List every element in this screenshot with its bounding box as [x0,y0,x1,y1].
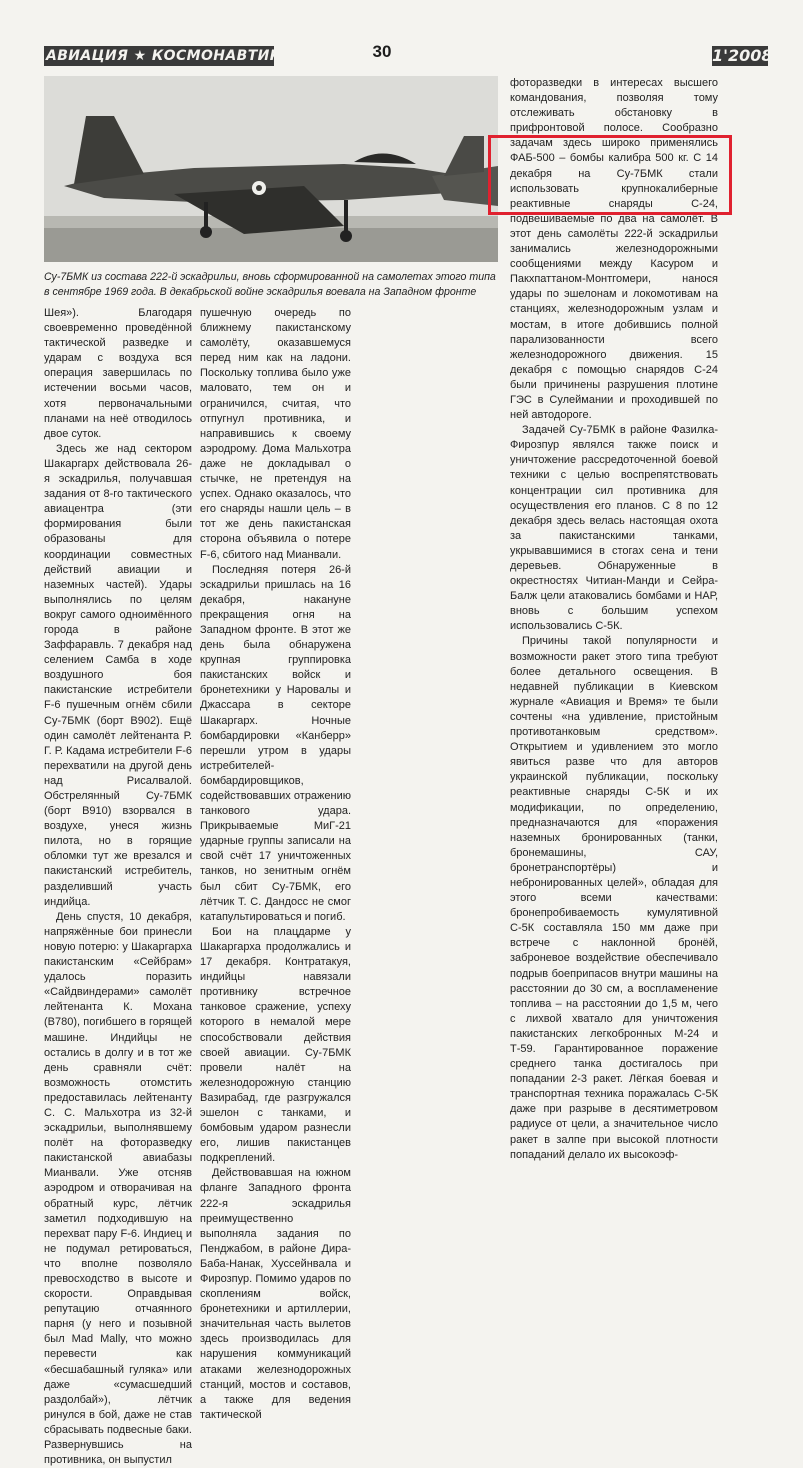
photo-caption: Су-7БМК из состава 222-й эскадрильи, вновь сформированной на самолетах этого типа в сентябре 1969 года. В декабрьской войне эскадрилья воевала на Западном фронте [44,271,496,298]
paragraph: Задачей Су-7БМК в районе Фазилка-Фирозпур являлся также поиск и уничтожение рассредоточенной боевой техники с целью воспрепятствовать концентрации сил противника для осуществления его планов. С 8 по 12 декабря здесь велась настоящая охота за пакистанскими танками, укрывавшимися в стогах сена и тени деревьев. Обнаруженные в окрестностях Читиан-Манди и Сейра-Балж цели атаковались бомбами и НАР, вновь с большим успехом использовались С-5К. [510,424,718,633]
page-header [0,0,803,76]
paragraph: Бои на плацдарме у Шакаргарха продолжались и 17 декабря. Контратакуя, индийцы навязали противнику встречное танковое сражение, успеху которого в немалой мере способствовали действия своей авиации. Су-7БМК провели налёт на железнодорожную станцию Вазирабад, где разгружался эшелон с танками, и бомбовым ударом разнесли его, лишив пакистанцев подкреплений. [200,925,351,1165]
magazine-logo: АВИАЦИЯ ★ КОСМОНАВТИКА [46,48,293,64]
paragraph: пушечную очередь по ближнему пакистанскому самолёту, оказавшемуся перед ним как на ладони. Поскольку топлива было уже маловато, тем он и ограничился, считая, что отпугнул противника, и направившись к своему аэродрому. Дома Мальхотра даже не докладывал о стычке, не претендуя на успех. Однако оказалось, что его снаряды нашли цель – в тот же день пакистанская сторона объявила о потере F-6, сбитого над Мианвали. [200,307,351,561]
paragraph: День спустя, 10 декабря, напряжённые бои принесли новую потерю: у Шакаргарха пакистанским «Сейбрам» удалось поразить «Сайдвиндерами» самолёт лейтенанта К. Мохана (В780), погибшего в горящей машине. Индийцы не остались в долгу и в тот же день сравняли счёт: возможность отомстить предоставилась лейтенанту С. С. Мальхотра из 32-й эскадрильи, выполнявшему полёт на фоторазведку пакистанской авиабазы Мианвали. Уже отсняв аэродром и отворачивая на обратный курс, лётчик заметил подходившую на перехват пару F-6. Индиец и не подумал ретироваться, что вполне позволяло превосходство в высоте и скорости. Оправдывая репутацию отчаянного парня (у него и позывной был Mad Mally, что можно перевести как «бесшабашный гуляка» или даже «сумасшедший раздолбай»), лётчик ринулся в бой, даже не став сбрасывать подвесные баки. Развернувшись на противника, он выпустил [44,910,192,1467]
paragraph: Действовавшая на южном фланге Западного фронта 222-я эскадрилья преимущественно выполняла задания по Пенджабом, в районе Дира-Баба-Нанак, Хуссейнвала и Фирозпур. Помимо ударов по скоплениям войск, бронетехники и артиллерии, значительная часть вылетов здесь производилась для нарушения коммуникаций атаками железнодорожных станций, мостов и составов, а также для ведения тактической [200,1167,351,1421]
text-column-1 [44,306,192,1468]
issue-label: 1'2008 [712,46,773,65]
paragraph: Последняя потеря 26-й эскадрильи пришлась на 16 декабря, накануне прекращения огня на Западном фронте. В этот же день была обнаружена крупная группировка пакистанских войск и бронетехники у Наровалы и Джассара в секторе Шакаргарх. Ночные бомбардировки «Канберр» перешли утром в удары истребителей-бомбардировщиков, содействовавших отражению танкового удара. Прикрываемые МиГ-21 ударные группы записали на свой счёт 17 уничтоженных танков, но зенитным огнём был сбит Су-7БМК, его лётчик Т. С. Дандосс не смог катапультироваться и погиб. [200,563,351,923]
aircraft-photo-illustration [44,76,498,262]
text-column-3 [510,76,718,1161]
paragraph: Шея»). Благодаря своевременно проведённой тактической разведке и ударам с воздуха вся операция завершилась по истечении восьми часов, хотя первоначальными планами на неё отводилось двое суток. [44,307,192,440]
text-column-2 [200,306,351,1423]
paragraph: Здесь же над сектором Шакаргарх действовала 26-я эскадрилья, получавшая задания от 8-го тактического авиацентра (эти формирования были образованы для координации совместных действий авиации и наземных частей). Удары выполнялись по целям вокруг самого одноимённого города в районе Заффаравль. 7 декабря над селением Самба в ходе воздушного боя пакистанские истребители F-6 пушечным огнём сбили Су-7БМК (борт В902). Ещё один самолёт лейтенанта Р. Г. Р. Кадама истребители F-6 перехватили на другой день над Рисалвалой. Обстрелянный Су-7БМК (борт В910) взорвался в воздухе, унеся жизнь пилота, но в горящие обломки тут же врезался и пакистанский истребитель, разделивший участь индийца. [44,442,192,908]
aircraft-photo [44,76,498,262]
paragraph: фоторазведки в интересах высшего командования, позволяя тому отслеживать обстановку в прифронтовой полосе. Сообразно задачам здесь широко применялись ФАБ-500 – бомбы калибра 500 кг. С 14 декабря на Су-7БМК стали использовать крупнокалиберные реактивные снаряды С-24, подвешиваемые по два на самолёт. В этот день самолёты 222-й эскадрильи занимались железнодорожными сообщениями между Касуром и Пакхпаттаном-Монтгомери, нанося удары по эшелонам и локомотивам на станциях, железнодорожным узлам и мостам, в итоге добившись полной парализованности всего железнодорожного движения. 15 декабря с помощью снарядов С-24 были причинены разрушения плотине ГЭС в Сулеймании и проходившей по ней автодороге. [510,77,718,422]
paragraph: Причины такой популярности и возможности ракет этого типа требуют более детального освещения. В недавней публикации в Киевском журнале «Авиация и Время» те были сочтены «на удивление, пристойным противотанковым средством». Открытием и удивлением это могло явиться разве что для авторов украинской публикации, поскольку реактивные снаряды С-5К и их модификации, по определению, предназначаются для «поражения наземных бронированных (танки, бронемашины, САУ, бронетранспортёры) и небронированных целей», обладая для этого всеми качествами: бронепробиваемость кумулятивной С-5К составляла 150 мм даже при встрече с наклонной бронёй, заброневое воздействие обеспечивало подрыв боеприпасов внутри машины на расстоянии до 30 см, а воспламенение топлива – на расстоянии до 1,5 м, чего с лихвой хватало для уничтожения пакистанских легкобронных М-24 и Т-59. Гарантированное поражение среднего танка достигалось при попадании 2-3 ракет. Лёгкая боевая и транспортная техника поражалась С-5К даже при разрыве в десятиметровом радиусе от цели, а значительное число ракет в залпе при высокой плотности попаданий делало их высокоэф- [510,635,718,1161]
page-number: 30 [372,42,392,61]
